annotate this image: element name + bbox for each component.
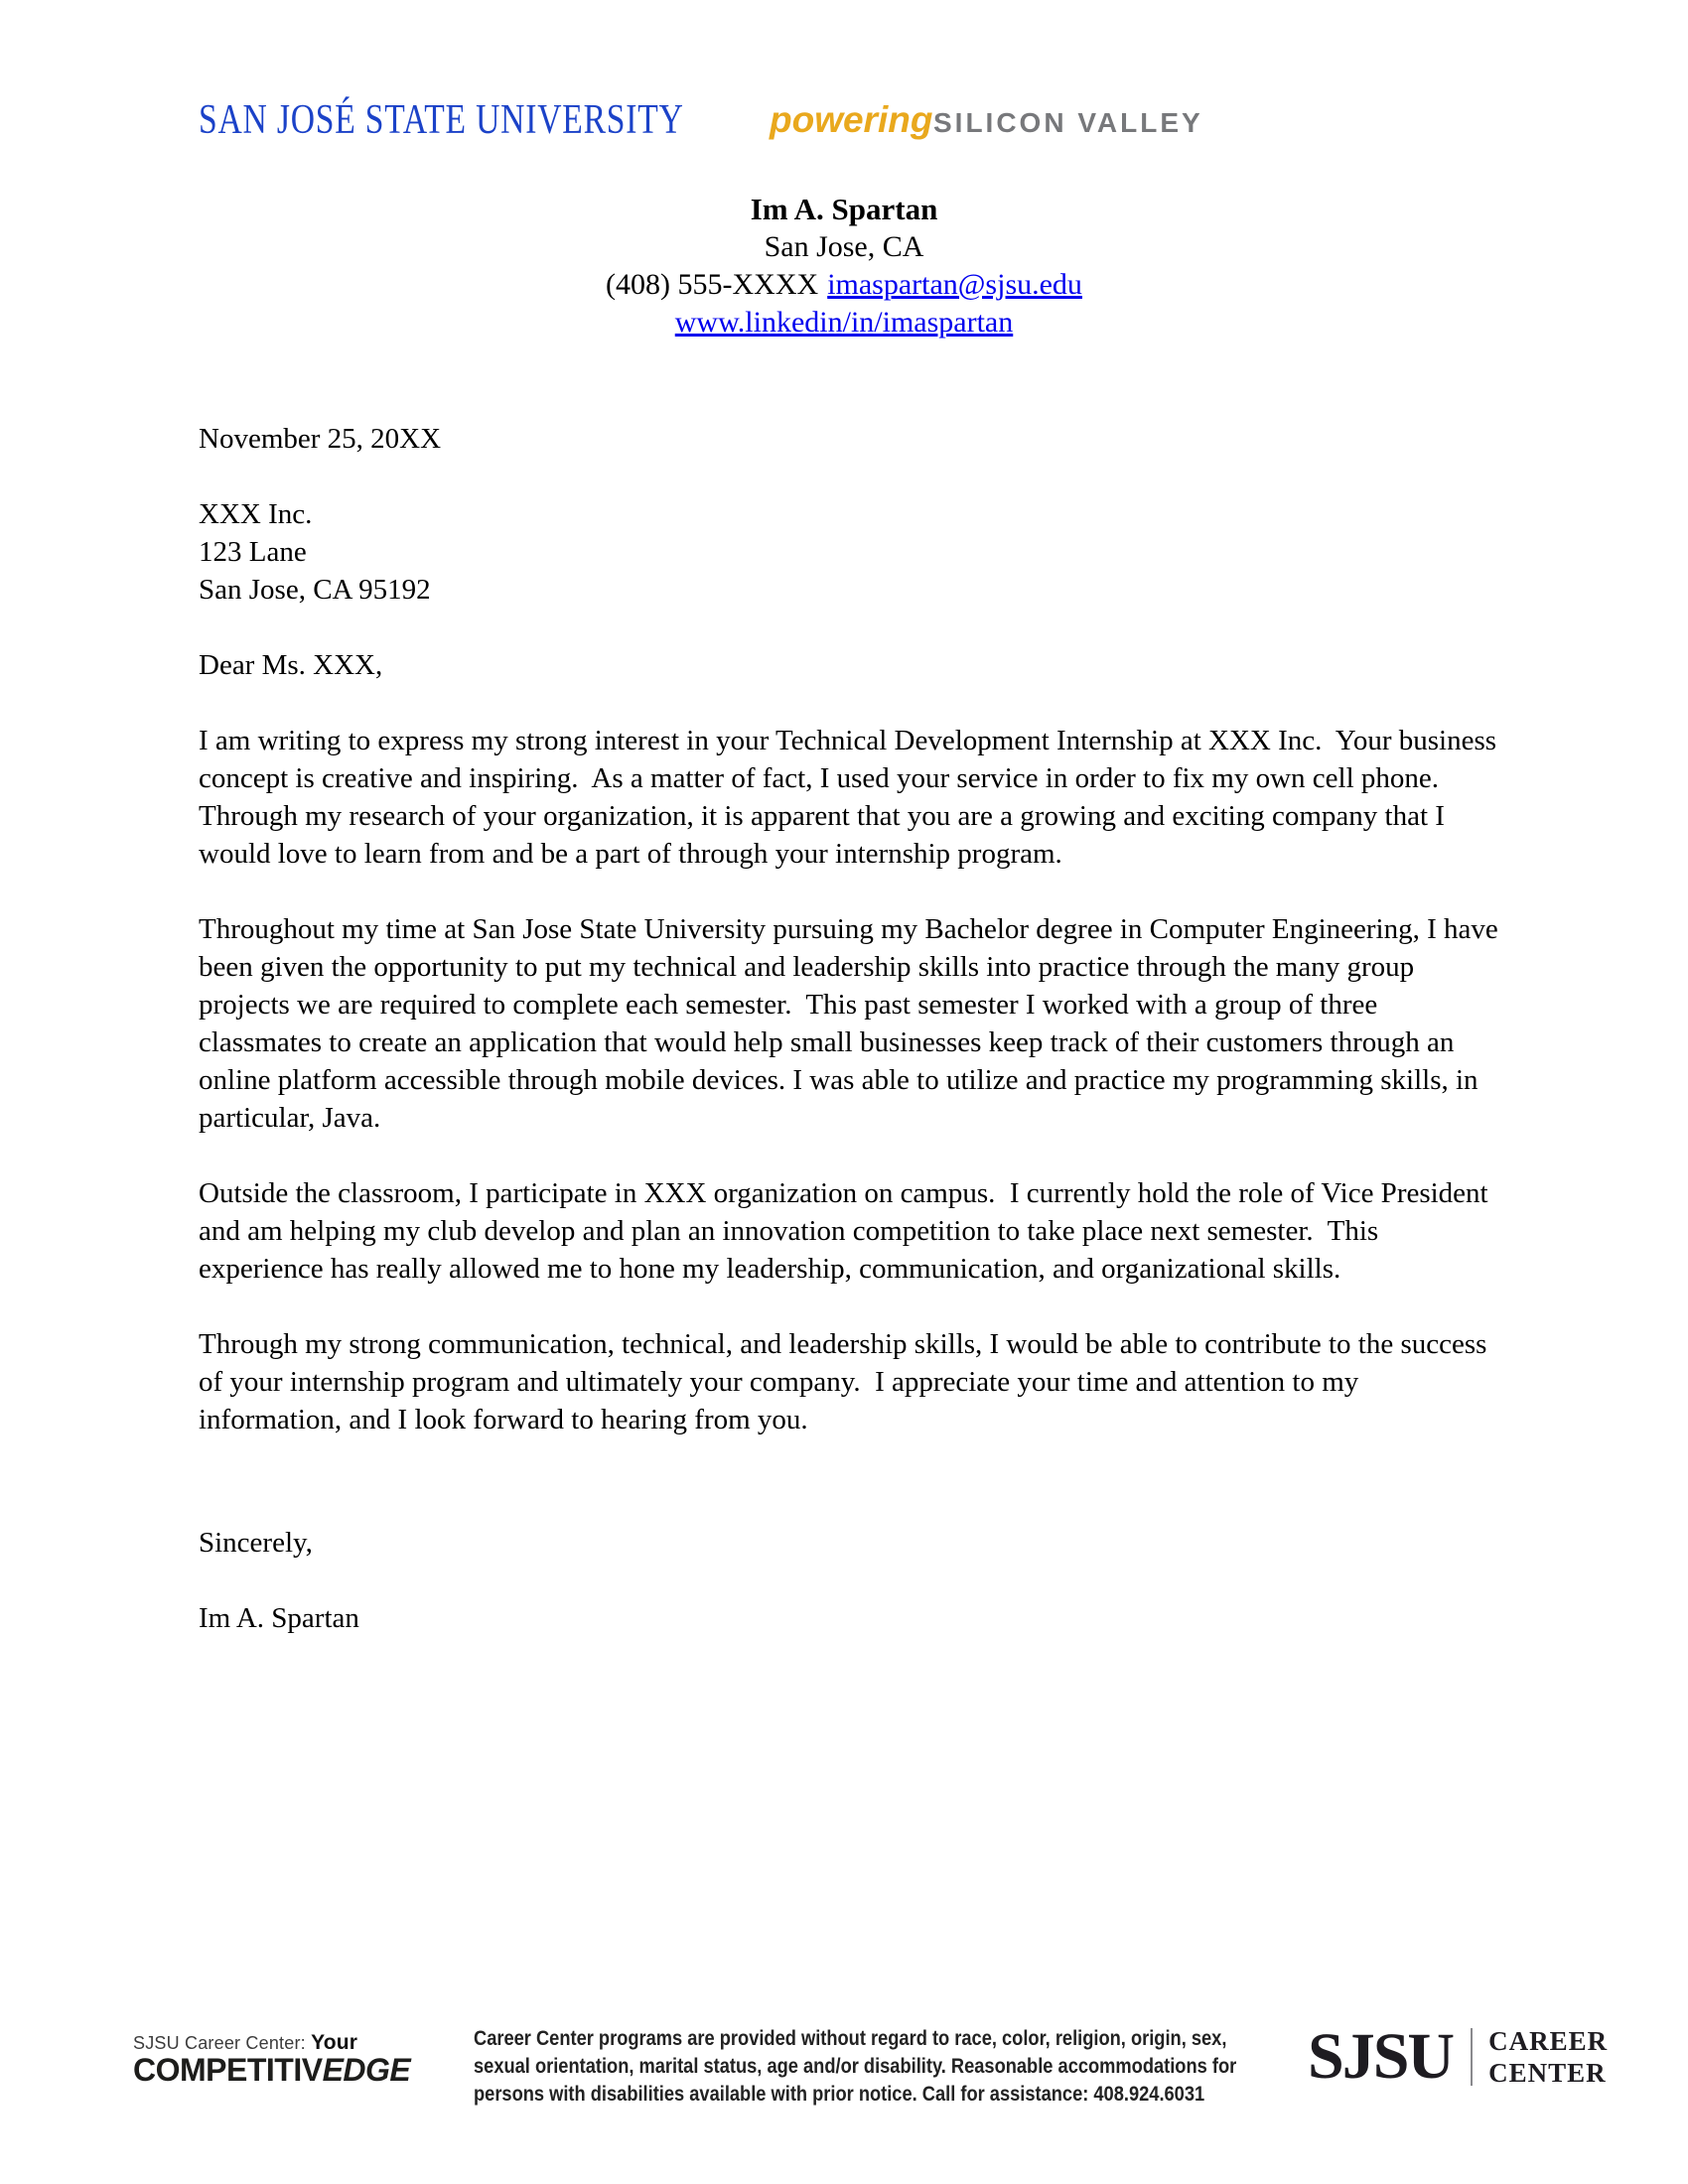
competitive-edge-wordmark [133,2053,410,2087]
letter-body [199,420,1505,1637]
footer-disclaimer-line: sexual orientation, marital status, age and/or disability. Reasonable accommodations for [474,2055,1237,2078]
linkedin-link[interactable]: www.linkedin/in/imaspartan [674,306,1014,339]
footer-disclaimer-line: Career Center programs are provided without regard to race, color, religion, origin, sex, [474,2027,1227,2050]
footer-tagline-your: Your [311,2031,358,2054]
sjsu-wordmark: SJSU [1308,2020,1454,2093]
footer-tagline-prefix: SJSU Career Center: [133,2033,312,2053]
competitive-edge-logo [133,2033,410,2087]
contact-linkedin-line [199,304,1489,341]
body-paragraph: Throughout my time at San Jose State University pursuing my Bachelor degree in Computer Engineering, I have been given the opportunity to put my technical and leadership skills into practice through the many group projects we are required to complete each semester. This past semester I worked with a group of three classmates to create an application that would help small businesses keep track of their customers through an online platform accessible through mobile devices. I was able to utilize and practice my programming skills, in particular, Java. [199,913,1505,1134]
footer-logo-divider [1471,2028,1473,2086]
recipient-line: San Jose, CA 95192 [199,574,431,606]
contact-name: Im A. Spartan [750,192,938,226]
powering-tagline: powering [770,99,933,140]
career-center-label [1488,2025,1608,2089]
career-center-line2: CENTER [1488,2058,1607,2088]
email-link[interactable]: imaspartan@sjsu.edu [827,268,1082,301]
contact-phone: (408) 555-XXXX [606,268,819,301]
recipient-line: 123 Lane [199,536,307,568]
sjsu-career-center-logo [1308,2020,1609,2093]
contact-block [199,191,1489,341]
contact-phone-email-line [199,266,1489,304]
sjsu-university-wordmark: SAN JOSÉ STATE UNIVERSITY [199,97,684,143]
competitive-edge-italic: EDGE [322,2052,411,2088]
closing: Sincerely, [199,1527,313,1559]
career-center-line1: CAREER [1488,2026,1609,2056]
footer-tagline [133,2033,410,2053]
recipient-line: XXX Inc. [199,498,313,530]
body-paragraph: Outside the classroom, I participate in XXX organization on campus. I currently hold the role of Vice President and am helping my club develop and plan an innovation competition to take place next semester. This experience has really allowed me to hone my leadership, communication, and organizational skills. [199,1177,1495,1285]
footer-disclaimer-line: persons with disabilities available with prior notice. Call for assistance: 408.924.6031 [474,2083,1205,2106]
letter-date: November 25, 20XX [199,423,442,455]
silicon-valley-tagline: SILICON VALLEY [933,107,1203,138]
footer-disclaimer [474,2025,1350,2109]
recipient-address [199,495,1501,609]
body-paragraph: I am writing to express my strong interest in your Technical Development Internship at XXX Inc. Your business concept is creative and inspiring. As a matter of fact, I used your service in order to fix my own cell phone. Through my research of your organization, it is apparent that you are a growing and exciting company that I would love to learn from and be a part of through your internship program. [199,725,1504,870]
contact-location: San Jose, CA [764,230,924,263]
competitive-edge-main: COMPETITIV [133,2052,323,2088]
signature-name: Im A. Spartan [199,1602,359,1634]
salutation: Dear Ms. XXX, [199,649,383,681]
body-paragraph: Through my strong communication, technical, and leadership skills, I would be able to contribute to the success of your internship program and ultimately your company. I appreciate your time and attention to my information, and I look forward to hearing from you. [199,1328,1494,1435]
